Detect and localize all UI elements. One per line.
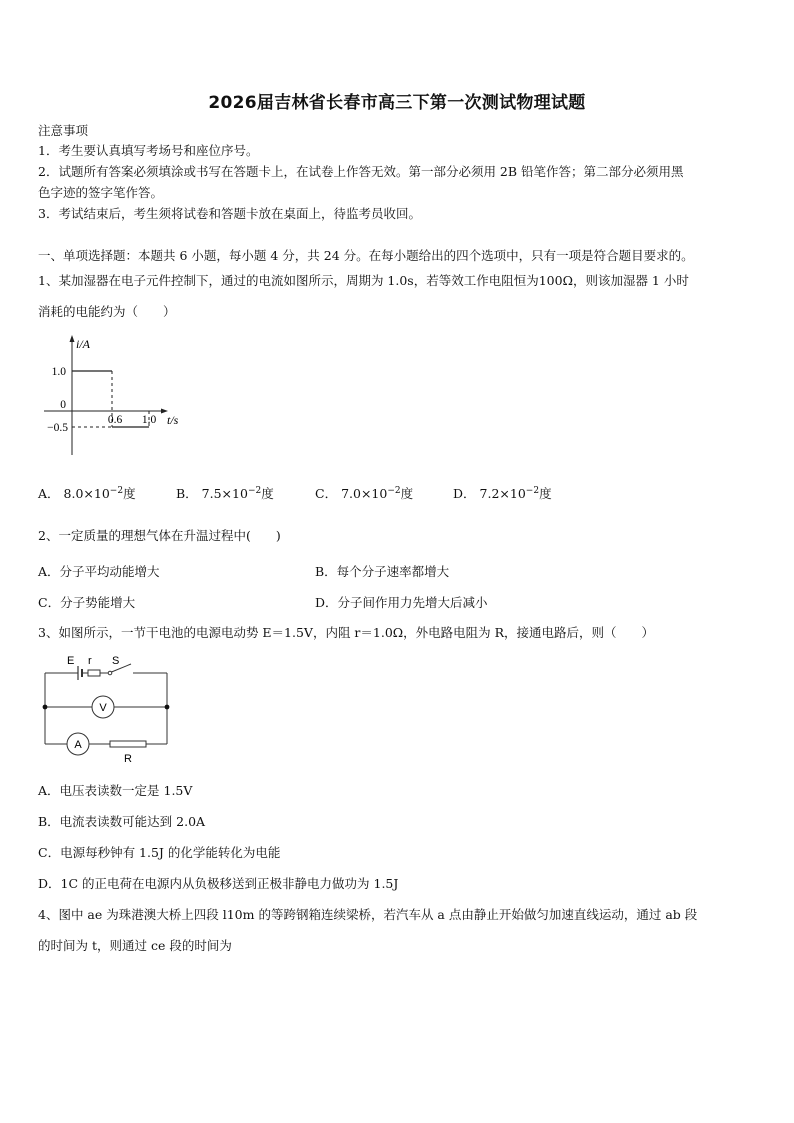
notice-heading: 注意事项	[38, 123, 89, 138]
q1-stem-line1: 1、某加湿器在电子元件控制下，通过的电流如图所示，周期为 1.0s，若等效工作电阻恒为100Ω，则该加湿器 1 小时	[38, 273, 689, 288]
q2-option-c: C．分子势能增大	[38, 595, 136, 610]
y-axis-arrow	[70, 335, 75, 342]
q1-stem-line2: 消耗的电能约为（ ）	[38, 304, 176, 319]
q1-option-a: A． $8.0\times 10^{-2}$度	[38, 485, 136, 501]
q1-current-graph	[38, 333, 198, 463]
label-r: r	[88, 655, 92, 667]
q3-option-d: D．1C 的正电荷在电源内从负极移送到正极非静电力做功为 1.5J	[38, 876, 399, 891]
q3-stem: 3、如图所示，一节干电池的电源电动势 E＝1.5V，内阻 r＝1.0Ω，外电路电阻为 R，接通电路后，则（ ）	[38, 625, 655, 640]
x-tick-1: 0.6	[107, 414, 123, 426]
q2-option-d: D．分子间作用力先增大后减小	[315, 595, 488, 610]
notice-item: 2．试题所有答案必须填涂或书写在答题卡上，在试卷上作答无效。第一部分必须用 2B 铅笔作答；第二部分必须用黑	[38, 164, 684, 179]
junction-left	[43, 705, 48, 710]
internal-resistor	[88, 670, 100, 676]
q2-option-a: A．分子平均动能增大	[38, 564, 160, 579]
q4-stem-line2: 的时间为 t，则通过 ce 段的时间为	[38, 938, 232, 953]
y-tick-bottom: −0.5	[47, 422, 68, 434]
q1-option-d: D． $7.2\times 10^{-2}$度	[453, 485, 552, 501]
switch-pivot	[108, 671, 112, 675]
q3-option-c: C．电源每秒钟有 1.5J 的化学能转化为电能	[38, 845, 281, 860]
x-axis-label: t/s	[167, 413, 179, 427]
q2-stem: 2、一定质量的理想气体在升温过程中( )	[38, 528, 281, 543]
q1-option-b: B． $7.5\times 10^{-2}$度	[176, 485, 274, 501]
label-S: S	[112, 655, 120, 667]
x-tick-2: 1.0	[141, 414, 157, 426]
q4-stem-line1: 4、图中 ae 为珠港澳大桥上四段 l10m 的等跨钢箱连续梁桥，若汽车从 a 点由静止开始做匀加速直线运动，通过 ab 段	[38, 907, 698, 922]
notice-item: 1．考生要认真填写考场号和座位序号。	[38, 143, 259, 158]
label-A: A	[74, 739, 82, 751]
section-heading: 一、单项选择题：本题共 6 小题，每小题 4 分，共 24 分。在每小题给出的四个选项中，只有一项是符合题目要求的。	[38, 248, 694, 263]
label-R: R	[124, 753, 132, 765]
y-tick-zero: 0	[60, 399, 66, 411]
external-resistor	[110, 741, 146, 747]
q3-option-a: A．电压表读数一定是 1.5V	[38, 783, 193, 798]
q2-option-b: B．每个分子速率都增大	[315, 564, 450, 579]
page-title: 2026届吉林省长春市高三下第一次测试物理试题	[208, 93, 586, 113]
junction-right	[165, 705, 170, 710]
y-tick-top: 1.0	[51, 366, 66, 378]
q3-option-b: B．电流表读数可能达到 2.0A	[38, 814, 206, 829]
notice-item: 色字迹的签字笔作答。	[38, 185, 164, 200]
notice-item: 3．考试结束后，考生须将试卷和答题卡放在桌面上，待监考员收回。	[38, 206, 421, 221]
y-axis-label: i/A	[76, 337, 90, 351]
q1-option-c: C． $7.0\times 10^{-2}$度	[315, 485, 414, 501]
label-V: V	[99, 702, 107, 714]
q3-circuit-diagram	[38, 652, 178, 767]
label-E: E	[67, 655, 75, 667]
